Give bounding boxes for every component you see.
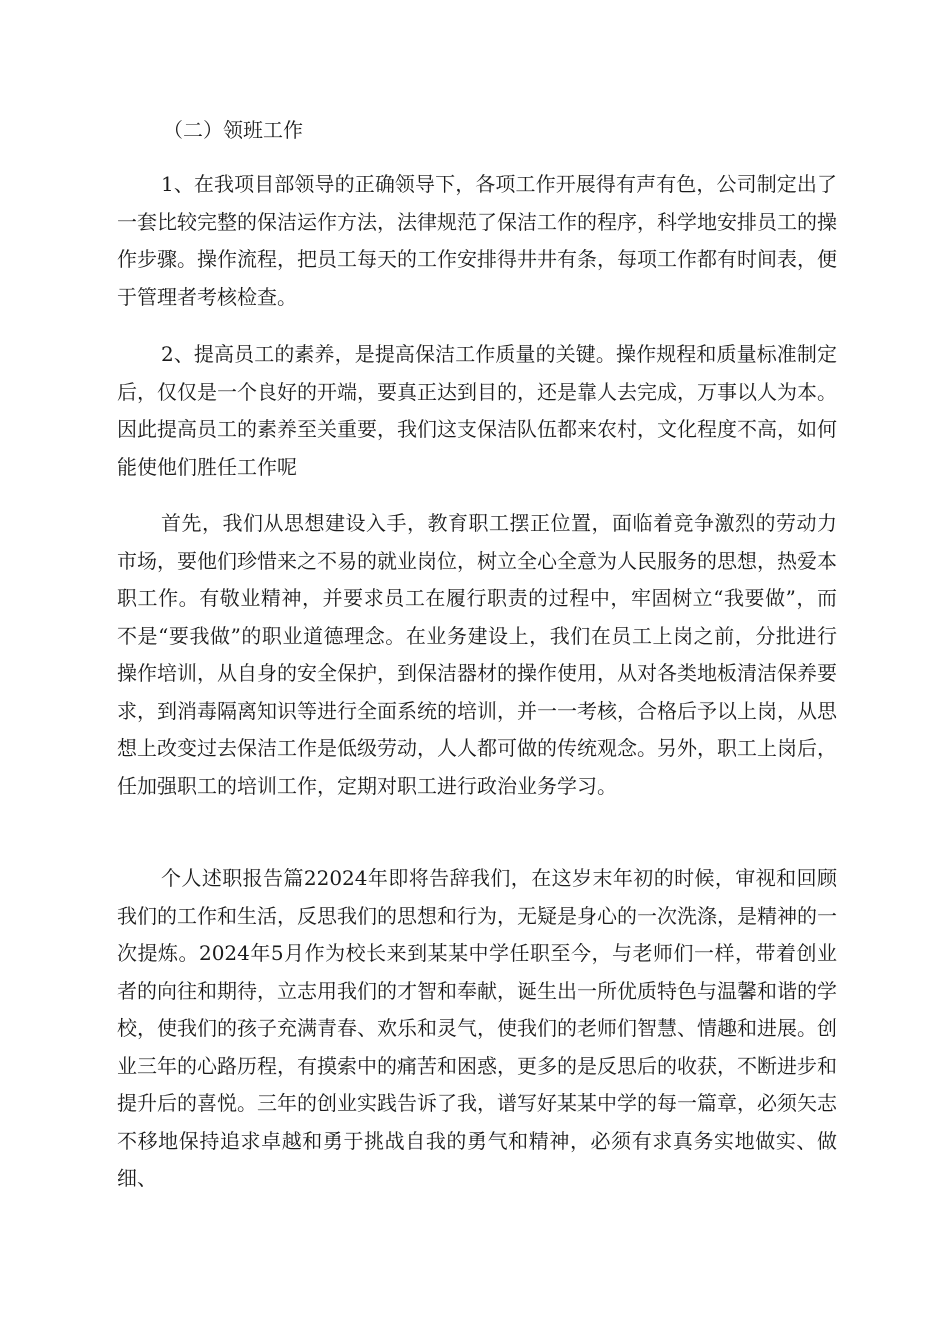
section-heading: （二）领班工作	[163, 118, 303, 142]
paragraph-4: 个人述职报告篇22024年即将告辞我们，在这岁末年初的时候，审视和回顾我们的工作和生活，反思我们的思想和行为，无疑是身心的一次洗涤，是精神的一次提炼。2024年5月作为校长来到某某中学任职至今，与老师们一样，带着创业者的向往和期待，立志用我们的才智和奉献，诞生出一所优质特色与温馨和谐的学校，使我们的孩子充满青春、欢乐和灵气，使我们的老师们智慧、情趣和进展。创业三年的心路历程，有摸索中的痛苦和困惑，更多的是反思后的收获，不断进步和提升后的喜悦。三年的创业实践告诉了我，谱写好某某中学的每一篇章，必须矢志不移地保持追求卓越和勇于挑战自我的勇气和精神，必须有求真务实地做实、做细、	[117, 866, 837, 1190]
paragraph-1: 1、在我项目部领导的正确领导下，各项工作开展得有声有色，公司制定出了一套比较完整的保洁运作方法，法律规范了保洁工作的程序，科学地安排员工的操作步骤。操作流程，把员工每天的工作安排得井井有条，每项工作都有时间表，便于管理者考核检查。	[117, 172, 837, 309]
paragraph-3: 首先，我们从思想建设入手，教育职工摆正位置，面临着竞争激烈的劳动力市场，要他们珍惜来之不易的就业岗位，树立全心全意为人民服务的思想，热爱本职工作。有敬业精神，并要求员工在履行职责的过程中，牢固树立“我要做”，而不是“要我做”的职业道德理念。在业务建设上，我们在员工上岗之前，分批进行操作培训，从自身的安全保护，到保洁器材的操作使用，从对各类地板清洁保养要求，到消毒隔离知识等进行全面系统的培训，并一一考核，合格后予以上岗，从思想上改变过去保洁工作是低级劳动，人人都可做的传统观念。另外，职工上岗后，任加强职工的培训工作，定期对职工进行政治业务学习。	[117, 511, 837, 798]
paragraph-2: 2、提高员工的素养，是提高保洁工作质量的关键。操作规程和质量标准制定后，仅仅是一个良好的开端，要真正达到目的，还是靠人去完成，万事以人为本。因此提高员工的素养至关重要，我们这支保洁队伍都来农村，文化程度不高，如何能使他们胜任工作呢	[117, 342, 837, 479]
